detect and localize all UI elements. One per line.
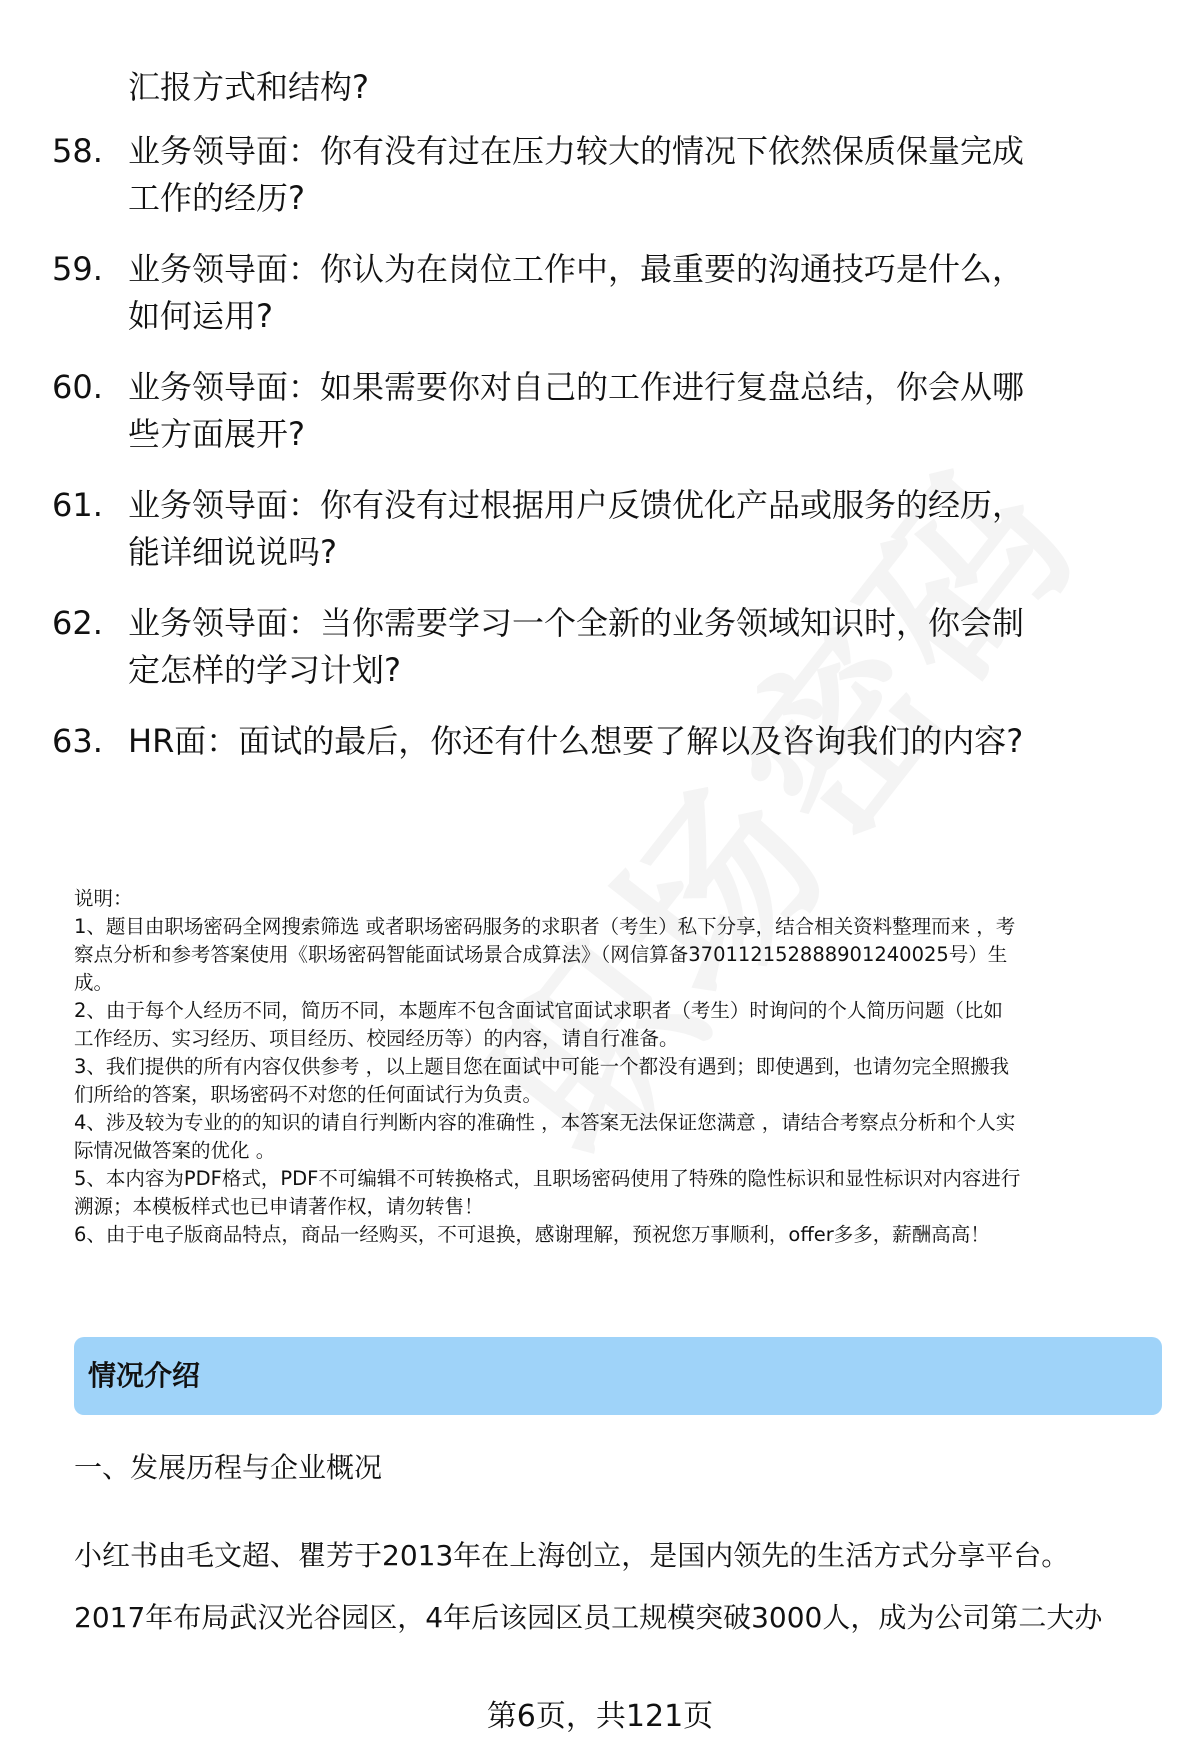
question-text — [128, 600, 1138, 694]
paragraph-line: 小红书由毛文超、瞿芳于2013年在上海创立，是国内领先的生活方式分享平台。 — [74, 1539, 1070, 1572]
notes-line: 溯源；本模板样式也已申请著作权，请勿转售！ — [74, 1195, 484, 1218]
question-line: 如何运用? — [128, 297, 273, 335]
notes-line: 3、我们提供的所有内容仅供参考 ，以上题目您在面试中可能一个都没有遇到；即使遇到，也请勿完全照搬我 — [74, 1055, 1010, 1078]
question-line: 些方面展开? — [128, 415, 305, 453]
notes-line: 工作经历、实习经历、项目经历、校园经历等）的内容，请自行准备。 — [74, 1027, 679, 1050]
question-item-62 — [52, 600, 1152, 694]
notes-title: 说明： — [74, 887, 133, 910]
notes-line: 际情况做答案的优化 。 — [74, 1139, 276, 1162]
question-text — [128, 718, 1138, 765]
section-subheading: 一、发展历程与企业概况 — [74, 1451, 383, 1484]
question-number: 60. — [52, 368, 103, 406]
question-line: HR面：面试的最后，你还有什么想要了解以及咨询我们的内容? — [128, 722, 1024, 760]
question-number: 62. — [52, 604, 103, 642]
question-line: 工作的经历? — [128, 179, 305, 217]
question-line: 定怎样的学习计划? — [128, 651, 401, 689]
question-line: 业务领导面：你认为在岗位工作中，最重要的沟通技巧是什么， — [128, 250, 1025, 288]
notes-line: 成。 — [74, 971, 114, 994]
question-text — [128, 364, 1138, 458]
notes-line: 察点分析和参考答案使用《职场密码智能面试场景合成算法》（网信算备370112152888901240025号）生 — [74, 943, 1008, 966]
notes-section — [74, 885, 1164, 1249]
section-banner — [74, 1337, 1162, 1415]
notes-line: 6、由于电子版商品特点，商品一经购买，不可退换，感谢理解，预祝您万事顺利，offer多多，薪酬高高！ — [74, 1223, 990, 1246]
question-number: 63. — [52, 722, 103, 760]
paragraph-line: 2017年布局武汉光谷园区，4年后该园区员工规模突破3000人，成为公司第二大办 — [74, 1601, 1103, 1634]
question-text — [128, 246, 1138, 340]
question-number: 59. — [52, 250, 103, 288]
question-text — [128, 482, 1138, 576]
question-line: 业务领导面：你有没有过在压力较大的情况下依然保质保量完成 — [128, 132, 1025, 170]
page-indicator: 第6页，共121页 — [486, 1699, 714, 1734]
question-line: 业务领导面：如果需要你对自己的工作进行复盘总结，你会从哪 — [128, 368, 1025, 406]
section-banner-title: 情况介绍 — [88, 1359, 201, 1392]
question-item-63 — [52, 718, 1152, 765]
notes-line: 5、本内容为PDF格式，PDF不可编辑不可转换格式，且职场密码使用了特殊的隐性标识和显性标识对内容进行 — [74, 1167, 1021, 1190]
notes-line: 2、由于每个人经历不同，简历不同，本题库不包含面试官面试求职者（考生）时询问的个人简历问题（比如 — [74, 999, 1003, 1022]
question-item-59 — [52, 246, 1152, 340]
question-number: 58. — [52, 132, 103, 170]
question-continuation: 汇报方式和结构? — [128, 68, 369, 106]
question-line: 业务领导面：你有没有过根据用户反馈优化产品或服务的经历， — [128, 486, 1025, 524]
notes-line: 4、涉及较为专业的的知识的请自行判断内容的准确性 ，本答案无法保证您满意 ，请结合考察点分析和个人实 — [74, 1111, 1016, 1134]
question-text — [128, 128, 1138, 222]
question-number: 61. — [52, 486, 103, 524]
question-line: 能详细说说吗? — [128, 533, 337, 571]
question-line: 业务领导面：当你需要学习一个全新的业务领域知识时，你会制 — [128, 604, 1025, 642]
question-item-58 — [52, 128, 1152, 222]
notes-line: 们所给的答案，职场密码不对您的任何面试行为负责。 — [74, 1083, 543, 1106]
notes-line: 1、题目由职场密码全网搜索筛选 或者职场密码服务的求职者（考生）私下分享，结合相关资料整理而来 ，考 — [74, 915, 1016, 938]
question-item-61 — [52, 482, 1152, 576]
question-item-60 — [52, 364, 1152, 458]
